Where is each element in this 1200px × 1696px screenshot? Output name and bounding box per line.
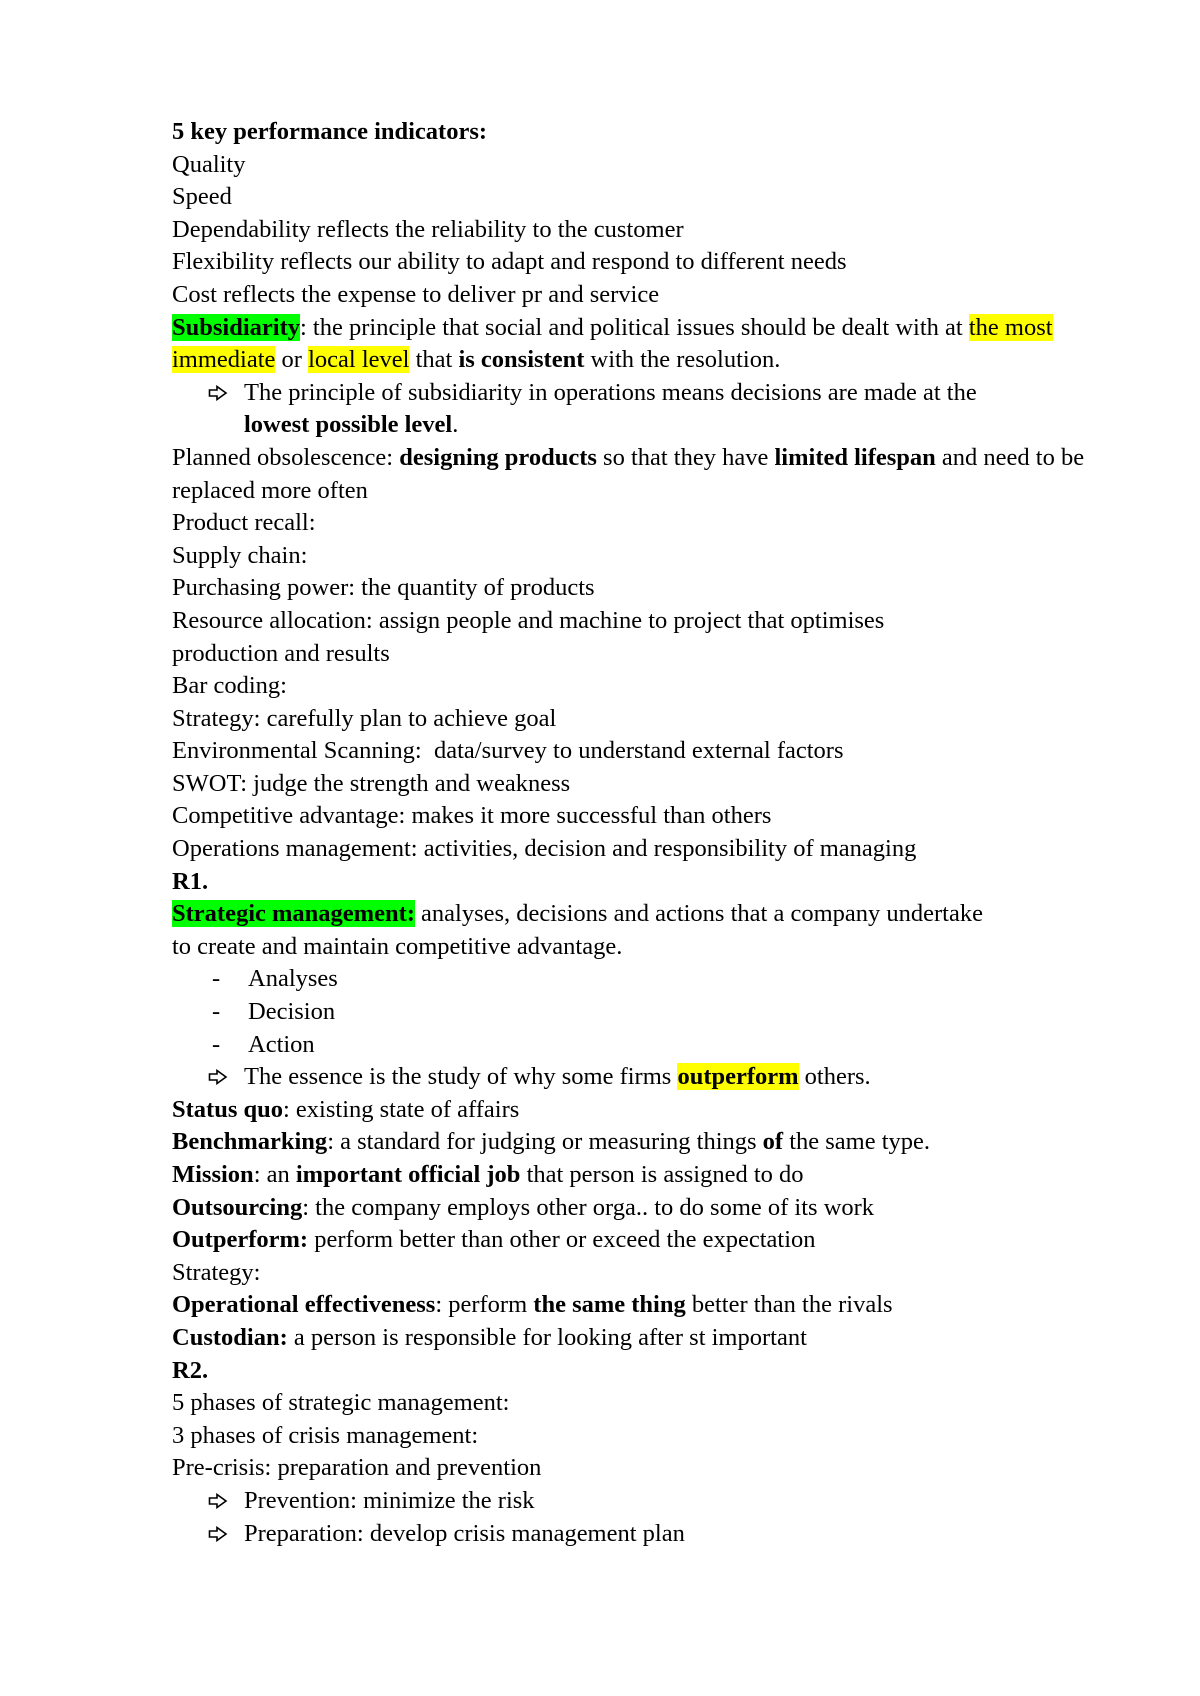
highlight-local-level: local level: [308, 346, 410, 374]
dash-item: - Analyses: [172, 963, 1112, 996]
definition-subsidiarity: Subsidiarity: the principle that social and political issues should be dealt with at the most immediate or local level that is consistent with the resolution.: [172, 313, 1053, 374]
arrow-item-prevention: Prevention: minimize the risk: [172, 1485, 1112, 1518]
line-resource-allocation: Resource allocation: assign people and machine to project that optimises production and results: [172, 606, 885, 667]
dash-item: - Action: [172, 1029, 1112, 1062]
dash-bullet: -: [212, 998, 221, 1026]
highlight-outperform: outperform: [677, 1063, 799, 1091]
section-r1: R1.: [172, 867, 209, 895]
line-dependability: Dependability reflects the reliability to the customer: [172, 215, 684, 243]
definition-outperform: Outperform: perform better than other or exceed the expectation: [172, 1226, 816, 1254]
heading-kpi: 5 key performance indicators:: [172, 118, 488, 145]
line-purchasing-power: Purchasing power: the quantity of products: [172, 574, 595, 602]
dash-item: - Decision: [172, 996, 1112, 1029]
arrow-item-preparation: Preparation: develop crisis management plan: [172, 1518, 1112, 1551]
line-cost: Cost reflects the expense to deliver pr and service: [172, 280, 660, 308]
line-phases-crisis: 3 phases of crisis management:: [172, 1421, 479, 1449]
hollow-right-arrow-icon: [208, 1485, 244, 1518]
line-supply-chain: Supply chain:: [172, 541, 308, 569]
definition-status-quo: Status quo: existing state of affairs: [172, 1095, 520, 1123]
term-strategic-management: Strategic management:: [172, 900, 415, 928]
highlight-most-immediate: the most immediate: [172, 313, 1053, 374]
line-speed: Speed: [172, 183, 232, 211]
line-competitive-advantage: Competitive advantage: makes it more successful than others: [172, 802, 772, 830]
arrow-item-essence: The essence is the study of why some firms outperform others.: [172, 1061, 1112, 1094]
line-bar-coding: Bar coding:: [172, 672, 287, 700]
dash-bullet: -: [212, 1030, 221, 1058]
line-pre-crisis: Pre-crisis: preparation and prevention: [172, 1454, 542, 1482]
line-operations-management: Operations management: activities, decision and responsibility of managing: [172, 835, 917, 863]
hollow-right-arrow-icon: [208, 1518, 244, 1551]
line-strategy: Strategy: carefully plan to achieve goal: [172, 704, 557, 732]
line-strategy-2: Strategy:: [172, 1258, 261, 1286]
notes-body: [172, 116, 1112, 1550]
term-subsidiarity: Subsidiarity: [172, 313, 300, 341]
line-quality: Quality: [172, 150, 246, 178]
definition-operational-effectiveness: Operational effectiveness: perform the same thing better than the rivals: [172, 1291, 893, 1319]
definition-custodian: Custodian: a person is responsible for looking after st important: [172, 1323, 807, 1351]
definition-planned-obsolescence: Planned obsolescence: designing products so that they have limited lifespan and need to be replaced more often: [172, 443, 1085, 504]
line-environmental-scanning: Environmental Scanning: data/survey to understand external factors: [172, 737, 844, 765]
section-r2: R2.: [172, 1356, 209, 1384]
line-flexibility: Flexibility reflects our ability to adapt and respond to different needs: [172, 248, 847, 276]
definition-strategic-management: Strategic management: analyses, decisions and actions that a company undertake to create and maintain competitive advantage.: [172, 900, 983, 960]
line-swot: SWOT: judge the strength and weakness: [172, 769, 571, 797]
hollow-right-arrow-icon: [208, 1061, 244, 1094]
definition-benchmarking: Benchmarking: a standard for judging or measuring things of the same type.: [172, 1128, 931, 1156]
arrow-item-subsidiarity: The principle of subsidiarity in operations means decisions are made at the lowest possible level.: [172, 377, 1112, 442]
line-phases-strategic: 5 phases of strategic management:: [172, 1389, 510, 1417]
definition-outsourcing: Outsourcing: the company employs other orga.. to do some of its work: [172, 1193, 875, 1221]
definition-mission: Mission: an important official job that person is assigned to do: [172, 1161, 804, 1188]
dash-bullet: -: [212, 965, 221, 993]
line-product-recall: Product recall:: [172, 509, 316, 537]
hollow-right-arrow-icon: [208, 377, 244, 442]
